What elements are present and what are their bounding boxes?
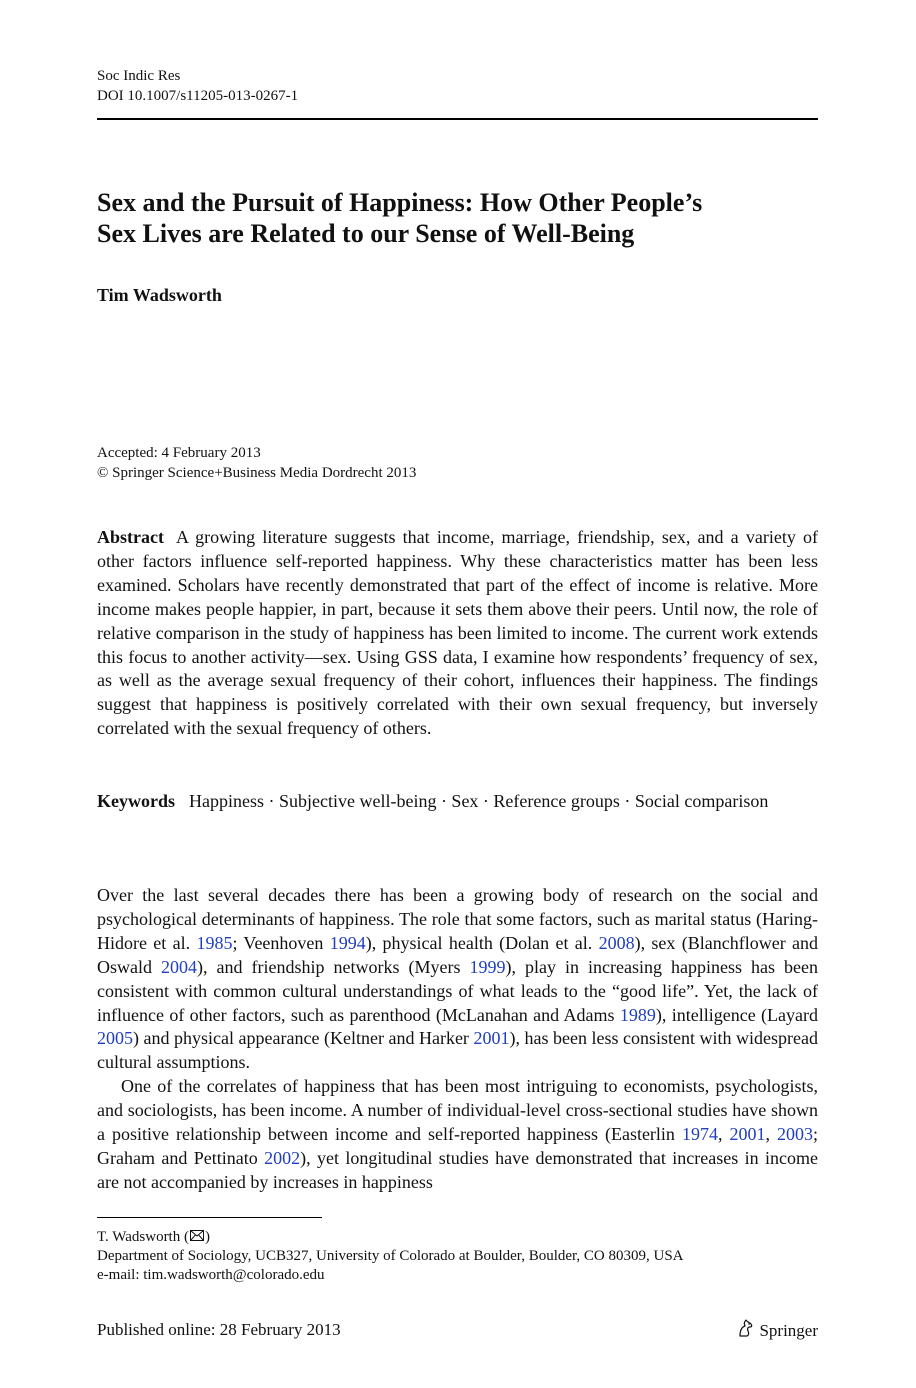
article-meta — [97, 443, 818, 483]
body-text — [97, 884, 818, 1195]
citation-link[interactable]: 2008 — [598, 932, 635, 953]
citation-link[interactable]: 1989 — [619, 1004, 656, 1025]
title-line-2: Sex Lives are Related to our Sense of Well-Being — [97, 219, 635, 248]
affiliation: Department of Sociology, UCB327, University of Colorado at Boulder, Boulder, CO 80309, USA — [97, 1248, 684, 1265]
keywords-label: Keywords — [97, 791, 175, 811]
citation-link[interactable]: 2004 — [161, 956, 198, 977]
accepted-date: Accepted: 4 February 2013 — [97, 445, 261, 461]
publisher-name: Springer — [759, 1320, 818, 1340]
email[interactable]: e-mail: tim.wadsworth@colorado.edu — [97, 1267, 325, 1284]
running-header — [97, 66, 818, 106]
citation-link[interactable]: 1994 — [329, 932, 366, 953]
journal-name: Soc Indic Res — [97, 68, 181, 84]
paragraph-2: One of the correlates of happiness that has been most intriguing to economists, psychologists, and sociologists, has been income. A number of individual-level cross-sectional studies have shown a positive relationship between income and self-reported happiness (Easterlin 1974, 2001, 2003; Graham and Pettinato 2002), yet longitudinal studies have demonstrated that increases in income are not accompanied by increases in happiness — [97, 1076, 818, 1192]
citation-link[interactable]: 1974 — [681, 1124, 718, 1145]
abstract-text: A growing literature suggests that income, marriage, friendship, sex, and a variety of other factors influence self-reported happiness. Why these characteristics matter has been less examined. Scholars have recently demonstrated that part of the effect of income is relative. More income makes people happier, in part, because it sets them above their peers. Until now, the role of relative comparison in the study of happiness has been limited to income. The current work extends this focus to another activity—sex. Using GSS data, I examine how respondents’ frequency of sex, as well as the average sexual frequency of their cohort, influences their happiness. The findings suggest that happiness is positively correlated with their own sexual frequency, but inversely correlated with the sexual frequency of others. — [97, 527, 818, 739]
publisher-logo — [737, 1318, 818, 1343]
citation-link[interactable]: 2002 — [264, 1147, 301, 1168]
envelope-icon — [190, 1228, 204, 1247]
abstract — [97, 526, 818, 741]
paper-title — [97, 187, 818, 249]
paragraph-1: Over the last several decades there has been a growing body of research on the social and psychological determinants of happiness. The role that some factors, such as marital status (Haring-Hidore et al. 1985; Veenhoven 1994), physical health (Dolan et al. 2008), sex (Blanchflower and Oswald 2004), and friendship networks (Myers 1999), play in increasing happiness has been consistent with common cultural understandings of what leads to the “good life”. Yet, the lack of influence of other factors, such as parenthood (McLanahan and Adams 1989), intelligence (Layard 2005) and physical appearance (Keltner and Harker 2001), has been less consistent with widespread cultural assumptions. — [97, 885, 819, 1073]
citation-link[interactable]: 2001 — [473, 1028, 510, 1049]
corresponding-author: T. Wadsworth ( ) — [97, 1228, 818, 1247]
header-rule — [97, 118, 818, 120]
citation-link[interactable]: 1985 — [196, 932, 233, 953]
abstract-label: Abstract — [97, 527, 164, 547]
author-name: Tim Wadsworth — [97, 285, 222, 305]
keywords-text: Happiness · Subjective well-being · Sex · Reference groups · Social comparison — [189, 791, 769, 811]
published-online: Published online: 28 February 2013 — [97, 1320, 341, 1339]
footnote — [97, 1228, 818, 1285]
springer-horse-icon — [737, 1318, 755, 1343]
doi: DOI 10.1007/s11205-013-0267-1 — [97, 88, 299, 104]
copyright-line: © Springer Science+Business Media Dordrecht 2013 — [97, 465, 417, 481]
citation-link[interactable]: 2001 — [729, 1124, 766, 1145]
keywords — [97, 789, 818, 813]
title-line-1: Sex and the Pursuit of Happiness: How Other People’s — [97, 188, 703, 217]
citation-link[interactable]: 2003 — [776, 1124, 813, 1145]
citation-link[interactable]: 1999 — [469, 956, 506, 977]
citation-link[interactable]: 2005 — [97, 1028, 133, 1049]
footnote-rule — [97, 1217, 322, 1218]
